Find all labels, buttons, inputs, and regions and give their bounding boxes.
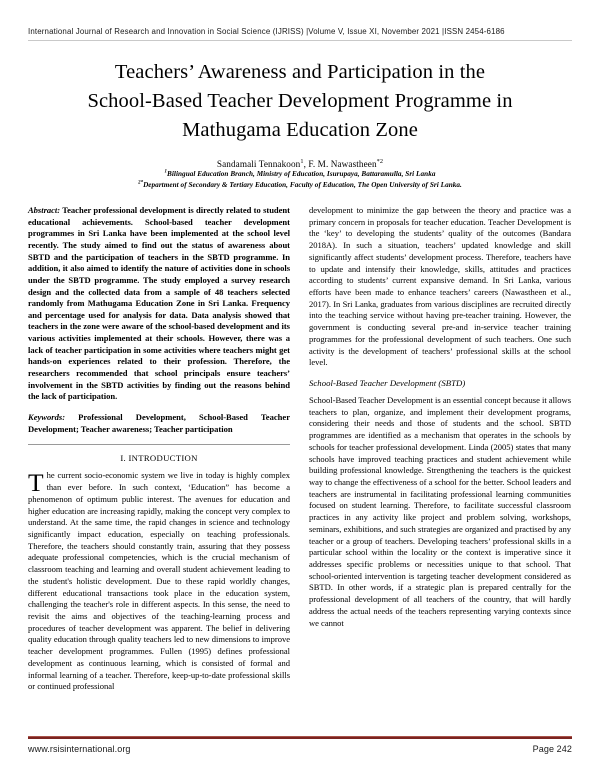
keywords-label: Keywords: — [28, 412, 66, 423]
title-line-3: Mathugama Education Zone — [182, 119, 418, 142]
introduction-paragraph-continued: development to minimize the gap between the theory and practice was a primary concern in proposals for teacher education. Teacher Development is the ‘key’ to developing the students’ quality of the outcomes (Bandara 2018A). In such a situation, teachers’ updated knowledge and skill significantly affect students’ development process. Therefore, teachers have to update and intensify their knowledge, skills, attitudes and practices according to students’ current expansive demand. In Sri Lanka, various efforts have been made to enhance teachers’ careers (Nawastheen et al., 2017). In Sri Lanka, graduates from various disciplines are recruited directly into the teaching service without having pre-teacher training. However, the government is conducting several pre-and in-service teacher training programmes for the professional development of such teachers. One such activity is the development of teachers’ professional skills at the school level. — [309, 204, 571, 368]
authors-block — [28, 159, 572, 191]
title-block — [28, 58, 572, 145]
introduction-paragraph-1: The current socio-economic system we live in today is highly complex than ever before. In such context, ‘Education” has become a phenomenon of optimum public interest. The avenues for education and higher education are increasing rapidly, making the concept very complex to understand. At the same time, the rapid changes in science and technology significantly impact education, especially on teaching professionals. Therefore, the teachers should constantly train, assuring that they possess adequate professional competencies, which is the crucial mechanism of classroom teaching and learning and overall student achievement leading to the student's holistic development. Due to these rapid worldly changes, different educational transactions took place in the education system, challenging the teacher's role in different aspects. In this sense, the need to revisit the aims and objectives of the teaching-learning process and procedures of teacher development was apparent. The belief in delivering quality education through quality teachers led to new dimensions to improve teacher development programmes. Fullen (1995) defines professional development as continuous learning, which is consisted of formal and informal learning of a teacher. Therefore, keep-up-to-date professional skills or continued professional — [28, 468, 290, 692]
affiliation-1: $^1$Bilingual Education Branch, Ministry of Education, Isurupaya, Battaramulla, Sri Lanka — [164, 169, 436, 179]
abstract-text: Teacher professional development is directly related to student educational achievements. School-based teacher development programmes in Sri Lanka have been implemented at the school level recently. The study aimed to find out the status of awareness about SBTD and the participation of teachers in the SBTD programme. In addition, it also aimed to identify the nature of activities done in schools under the SBTD programme. The study employed a survey research design and the collected data from a sample of 48 teachers selected randomly from Mathugama Education Zone in Sri Lanka. Frequency and percentage used for analysis for data. Data analysis showed that teachers in the zone were aware of the school-based development and its various activities implemented at their schools. However, there was a lack of teacher participation in some activities where teachers might get hands-on experiences related to their profession. Therefore, the researchers recommended that school principals ensure teachers’ involvement in the SBTD activities by finding out the reasons behind the lack of participation. — [28, 204, 290, 402]
column-right — [309, 205, 571, 629]
sbtd-paragraph-1: School-Based Teacher Development is an essential concept because it allows teachers to plan, organize, and implement their development programs, considering their needs and those of students and the school. SBTD programmes are identified as a mechanism that operates in the schools by schools for teacher professional development. Linda (2005) states that many schools have improved teaching practices and student achievement while building professional knowledge. Strengthening the teachers is the quickest way to change the effectiveness of a school for the better. School leaders and teachers are instrumental in facilitating professional learning communities focused on student learning. Therefore, to facilitate successful classroom practices in any activity like project and problem solving, workshops, seminars, exhibitions, and such strategies are organized and practised by any teacher or a group of teachers. Developing teachers’ professional skills in a particular school within the locality or the context is imperative since it addresses specific problems or necessities unique to that school. That school-oriented intervention is targeting teacher development considered as SBTD. In other words, if a strategic plan is prepared centrally for the professional development of all teachers of the country, that will hardly address the actual needs of the teachers representing varying contexts since we cannot — [309, 394, 571, 628]
affiliation-2: $^{2*}$Department of Secondary & Tertiary Education, Faculty of Education, The Open University of Sri Lanka. — [138, 180, 462, 190]
header-divider — [28, 40, 572, 41]
title-line-2: School-Based Teacher Development Programme in — [87, 90, 513, 113]
keywords-divider — [28, 444, 290, 445]
keywords-text: Professional Development, School-Based Teacher Development; Teacher awareness; Teacher participation — [28, 412, 290, 434]
abstract-label: Abstract: — [28, 204, 61, 215]
author-names: Sandamali Tennakoon$^1$, F. M. Nawastheen$^{*2}$ — [216, 158, 384, 170]
footer-divider — [28, 736, 572, 739]
keywords-paragraph — [28, 412, 290, 435]
footer-website[interactable]: www.rsisinternational.org — [28, 744, 131, 754]
page-footer — [28, 736, 572, 754]
subsection-heading-sbtd: School-Based Teacher Development (SBTD) — [309, 377, 466, 388]
running-header-text: International Journal of Research and Innovation in Social Science (IJRISS) |Volume V, Issue XI, November 2021 |ISSN 2454-6186 — [28, 27, 505, 36]
footer-page-number: Page 242 — [532, 744, 572, 754]
footer-row — [28, 744, 572, 754]
running-header — [28, 0, 572, 41]
body-columns — [28, 205, 572, 693]
title-line-1: Teachers’ Awareness and Participation in the — [114, 61, 486, 83]
section-heading-introduction: I. INTRODUCTION — [120, 453, 198, 464]
column-left — [28, 205, 290, 693]
page-title — [28, 58, 572, 145]
abstract-paragraph — [28, 205, 290, 403]
